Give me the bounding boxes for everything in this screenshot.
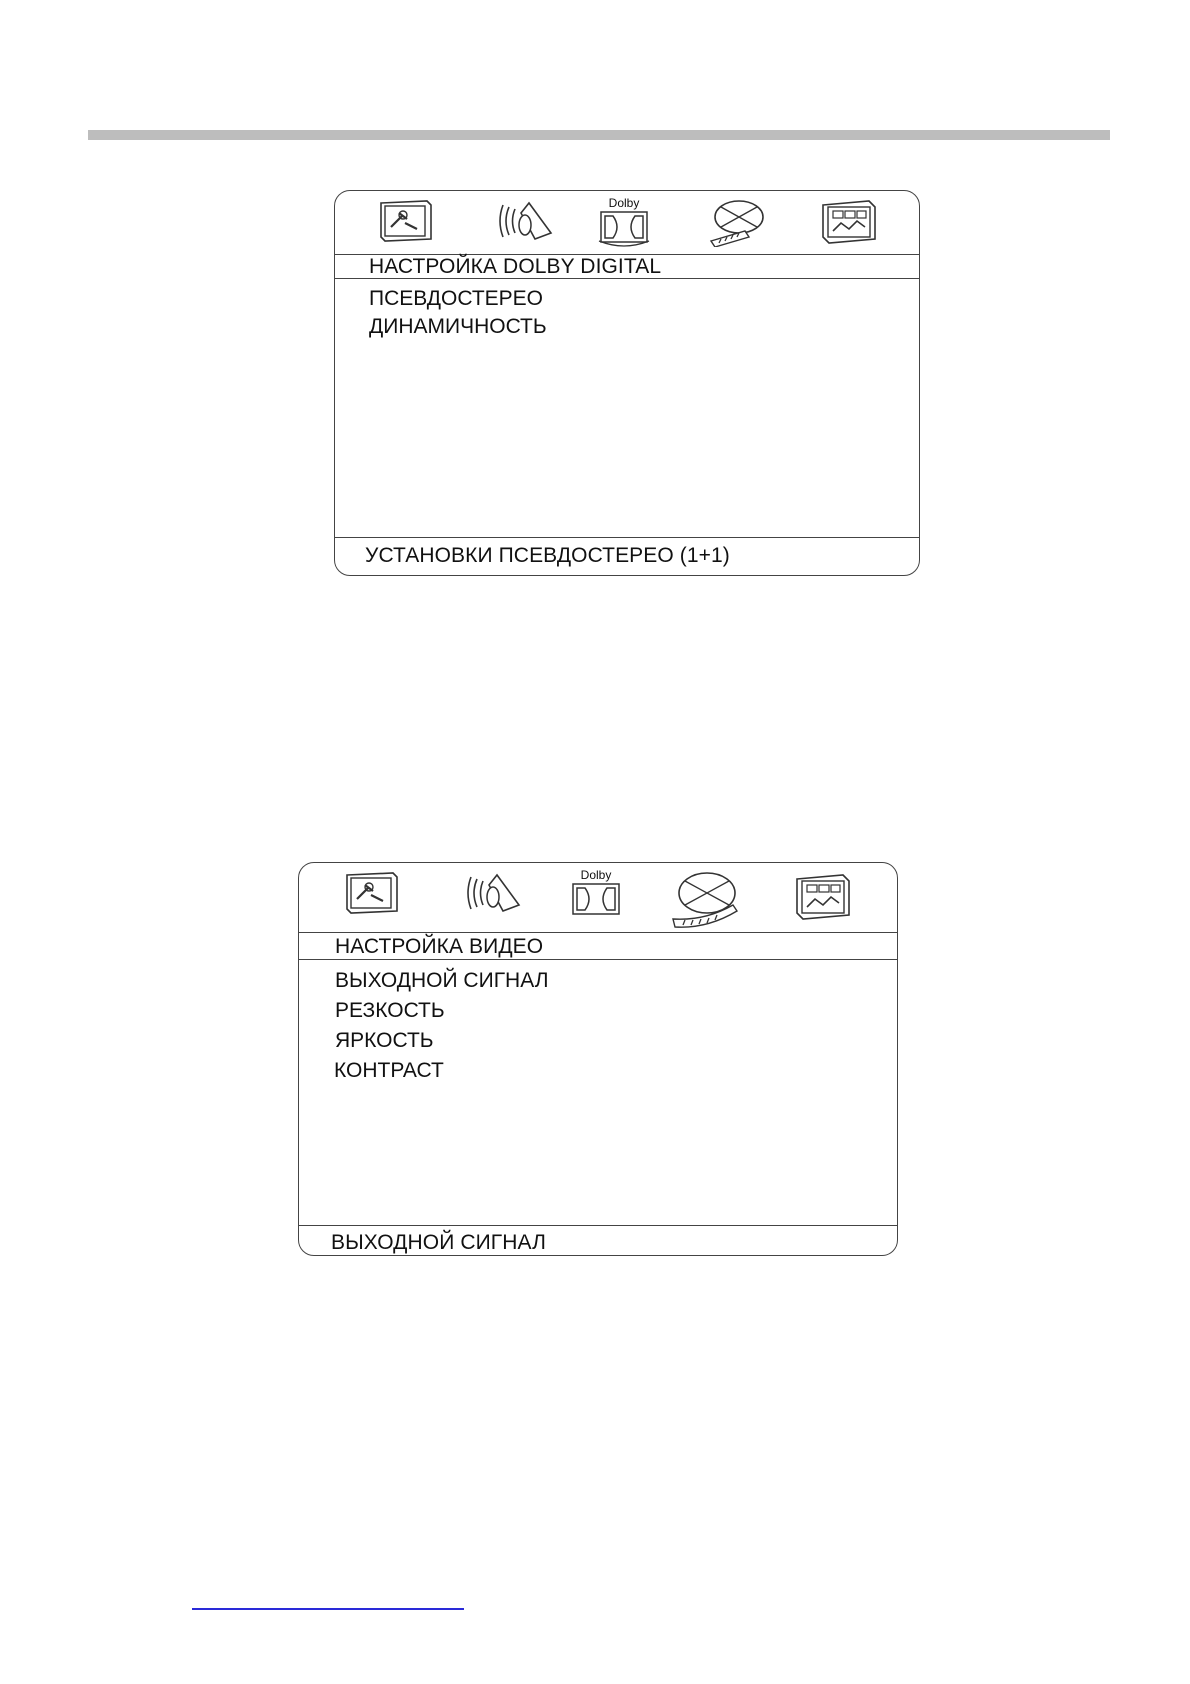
title-divider-top [299, 932, 897, 933]
status-bar-text: УСТАНОВКИ ПСЕВДОСТЕРЕО (1+1) [365, 544, 730, 567]
speaker-icon[interactable] [463, 871, 525, 920]
osd-panel-video [298, 862, 898, 1256]
footer-link-underline [192, 1608, 464, 1610]
panel-title: НАСТРОЙКА DOLBY DIGITAL [369, 255, 662, 278]
title-divider-bottom [335, 278, 919, 279]
menu-item-output-signal[interactable]: ВЫХОДНОЙ СИГНАЛ [335, 969, 549, 992]
dolby-icon[interactable] [593, 195, 655, 254]
video-film-icon[interactable] [705, 197, 767, 252]
dolby-icon[interactable] [565, 867, 627, 926]
preference-tv-icon[interactable] [819, 197, 879, 250]
panel-title: НАСТРОЙКА ВИДЕО [335, 935, 544, 958]
dolby-label: Dolby [608, 196, 640, 210]
menu-item-contrast[interactable]: КОНТРАСТ [334, 1059, 444, 1082]
menu-item-pseudostereo[interactable]: ПСЕВДОСТЕРЕО [369, 287, 544, 310]
status-bar-text: ВЫХОДНОЙ СИГНАЛ [331, 1231, 546, 1254]
title-divider-bottom [299, 959, 897, 960]
status-divider [335, 537, 919, 538]
speaker-icon[interactable] [495, 199, 557, 248]
setup-tv-icon[interactable] [341, 869, 401, 922]
setup-tv-icon[interactable] [375, 197, 435, 250]
menu-item-brightness[interactable]: ЯРКОСТЬ [335, 1029, 434, 1052]
menu-item-dynamics[interactable]: ДИНАМИЧНОСТЬ [369, 315, 547, 338]
dolby-label: Dolby [580, 868, 612, 882]
preference-tv-icon[interactable] [793, 871, 853, 926]
video-film-icon[interactable] [669, 869, 741, 936]
menu-item-sharpness[interactable]: РЕЗКОСТЬ [335, 999, 445, 1022]
osd-panel-dolby [334, 190, 920, 576]
status-divider [299, 1225, 897, 1226]
page-top-rule [88, 130, 1110, 140]
